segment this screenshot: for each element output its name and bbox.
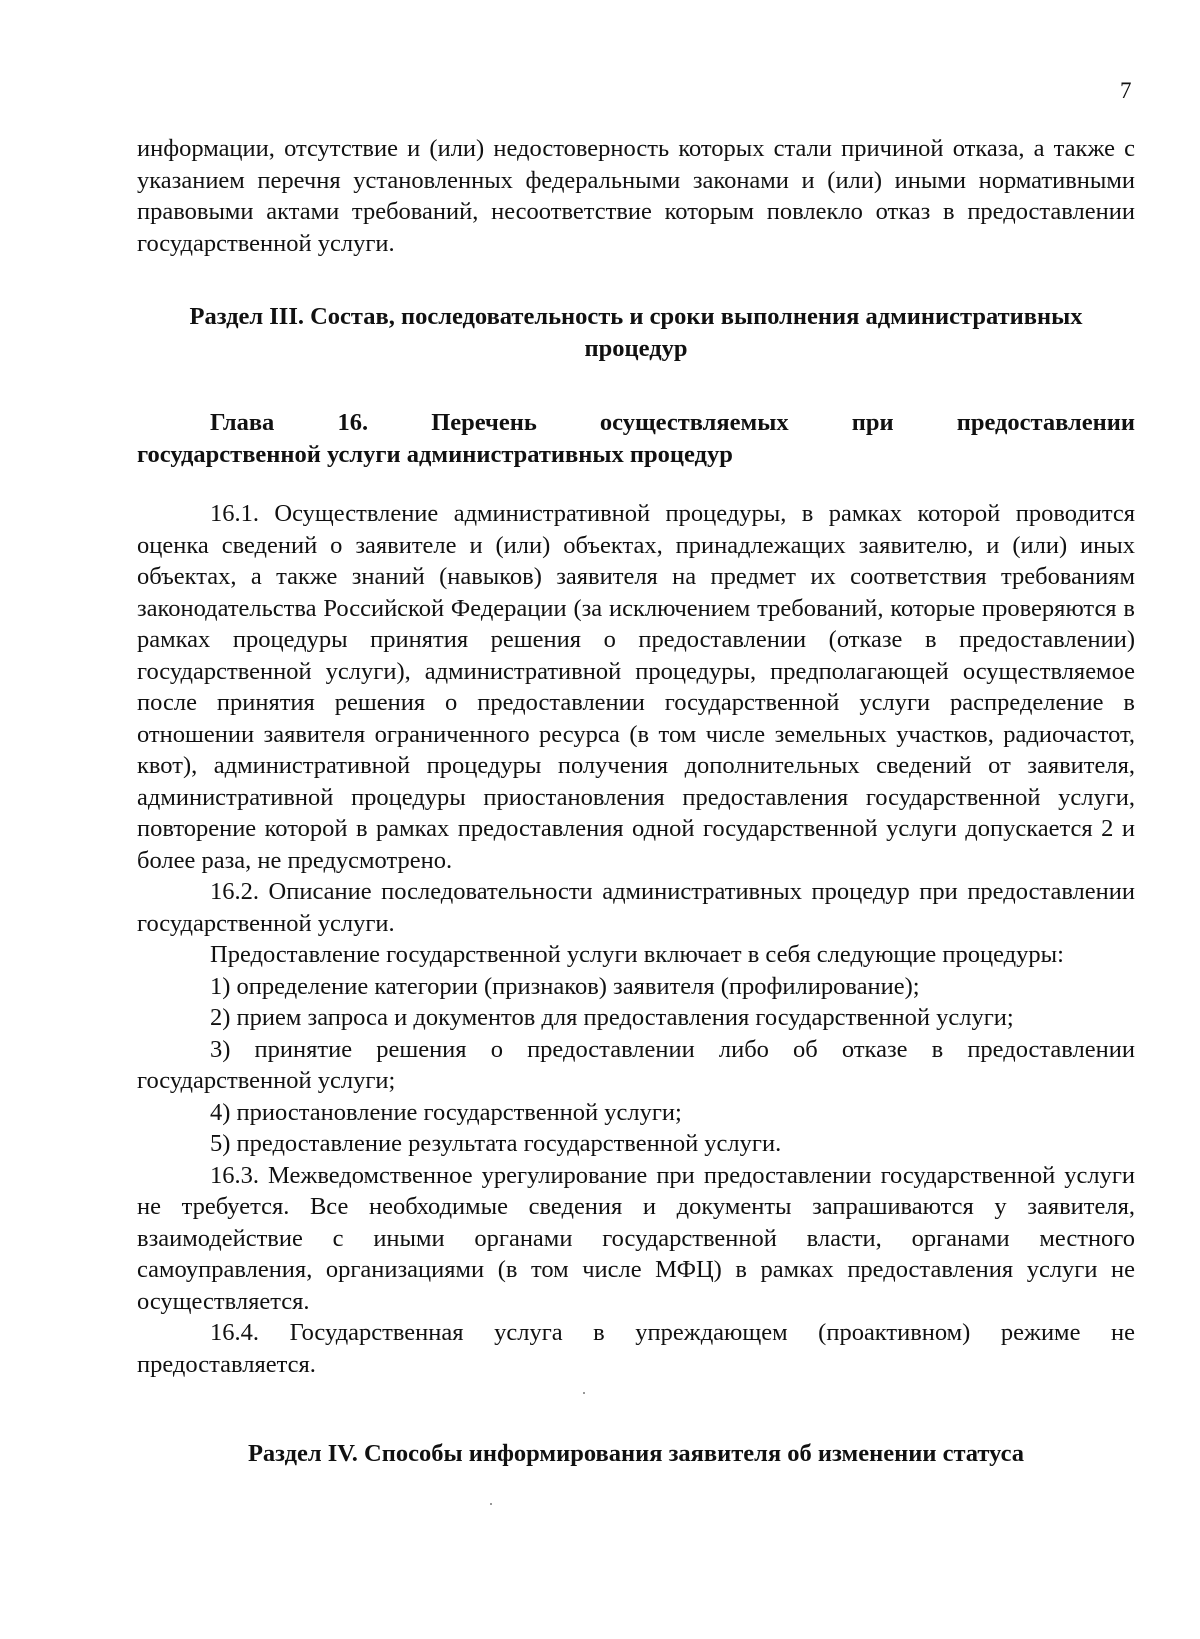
paragraph-16-2: 16.2. Описание последовательности административных процедур при предоставлении государственной услуги. <box>137 878 1135 937</box>
chapter-16-heading <box>137 407 1135 470</box>
document-body <box>137 133 1135 1470</box>
chapter-16-heading-line1: Глава 16. Перечень осуществляемых при предоставлении <box>210 409 1135 436</box>
paragraph-16-4: 16.4. Государственная услуга в упреждающем (проактивном) режиме не предоставляется. <box>137 1319 1135 1378</box>
intro-paragraph: информации, отсутствие и (или) недостоверность которых стали причиной отказа, а также с указанием перечня установленных федеральными законами и (или) иными нормативными правовыми актами требований, несоответствие которым повлекло отказ в предоставлении государственной услуги. <box>137 135 1135 257</box>
procedure-item: 1) определение категории (признаков) заявителя (профилирование); <box>210 972 920 1000</box>
chapter-16-heading-line2: государственной услуги административных процедур <box>137 440 733 468</box>
paragraph-includes: Предоставление государственной услуги включает в себя следующие процедуры: <box>210 941 1064 968</box>
page-number: 7 <box>1120 78 1132 103</box>
procedure-item: 2) прием запроса и документов для предоставления государственной услуги; <box>210 1004 1014 1031</box>
scan-speck <box>490 1503 492 1505</box>
paragraph-16-3: 16.3. Межведомственное урегулирование при предоставлении государственной услуги не требуется. Все необходимые сведения и документы запрашиваются у заявителя, взаимодействие с иными органами государственной власти, органами местного самоуправления, организациями (в том числе МФЦ) в рамках предоставления услуги не осуществляется. <box>137 1161 1135 1315</box>
procedure-item: 3) принятие решения о предоставлении либо об отказе в предоставлении государственной услуги; <box>137 1035 1135 1094</box>
procedure-item: 5) предоставление результата государственной услуги. <box>210 1130 782 1157</box>
paragraph-16-1: 16.1. Осуществление административной процедуры, в рамках которой проводится оценка сведений о заявителе и (или) объектах, принадлежащих заявителю, и (или) иных объектах, а также знаний (навыков) заявителя на предмет их соответствия требованиям законодательства Российской Федерации (за исключением требований, которые проверяются в рамках процедуры принятия решения о предоставлении (отказе в предоставлении) государственной услуги), административной процедуры, предполагающей осуществляемое после принятия решения о предоставлении государственной услуги распределение в отношении заявителя ограниченного ресурса (в том числе земельных участков, радиочастот, квот), административной процедуры получения дополнительных сведений от заявителя, административной процедуры приостановления предоставления государственной услуги, повторение которой в рамках предоставления одной государственной услуги допускается 2 и более раза, не предусмотрено. <box>137 500 1135 874</box>
procedure-item: 4) приостановление государственной услуги; <box>210 1098 682 1126</box>
section-3-heading: Раздел III. Состав, последовательность и сроки выполнения административных процедур <box>189 303 1083 362</box>
section-4-heading: Раздел IV. Способы информирования заявителя об изменении статуса <box>247 1440 1025 1467</box>
scan-speck <box>583 1392 585 1394</box>
